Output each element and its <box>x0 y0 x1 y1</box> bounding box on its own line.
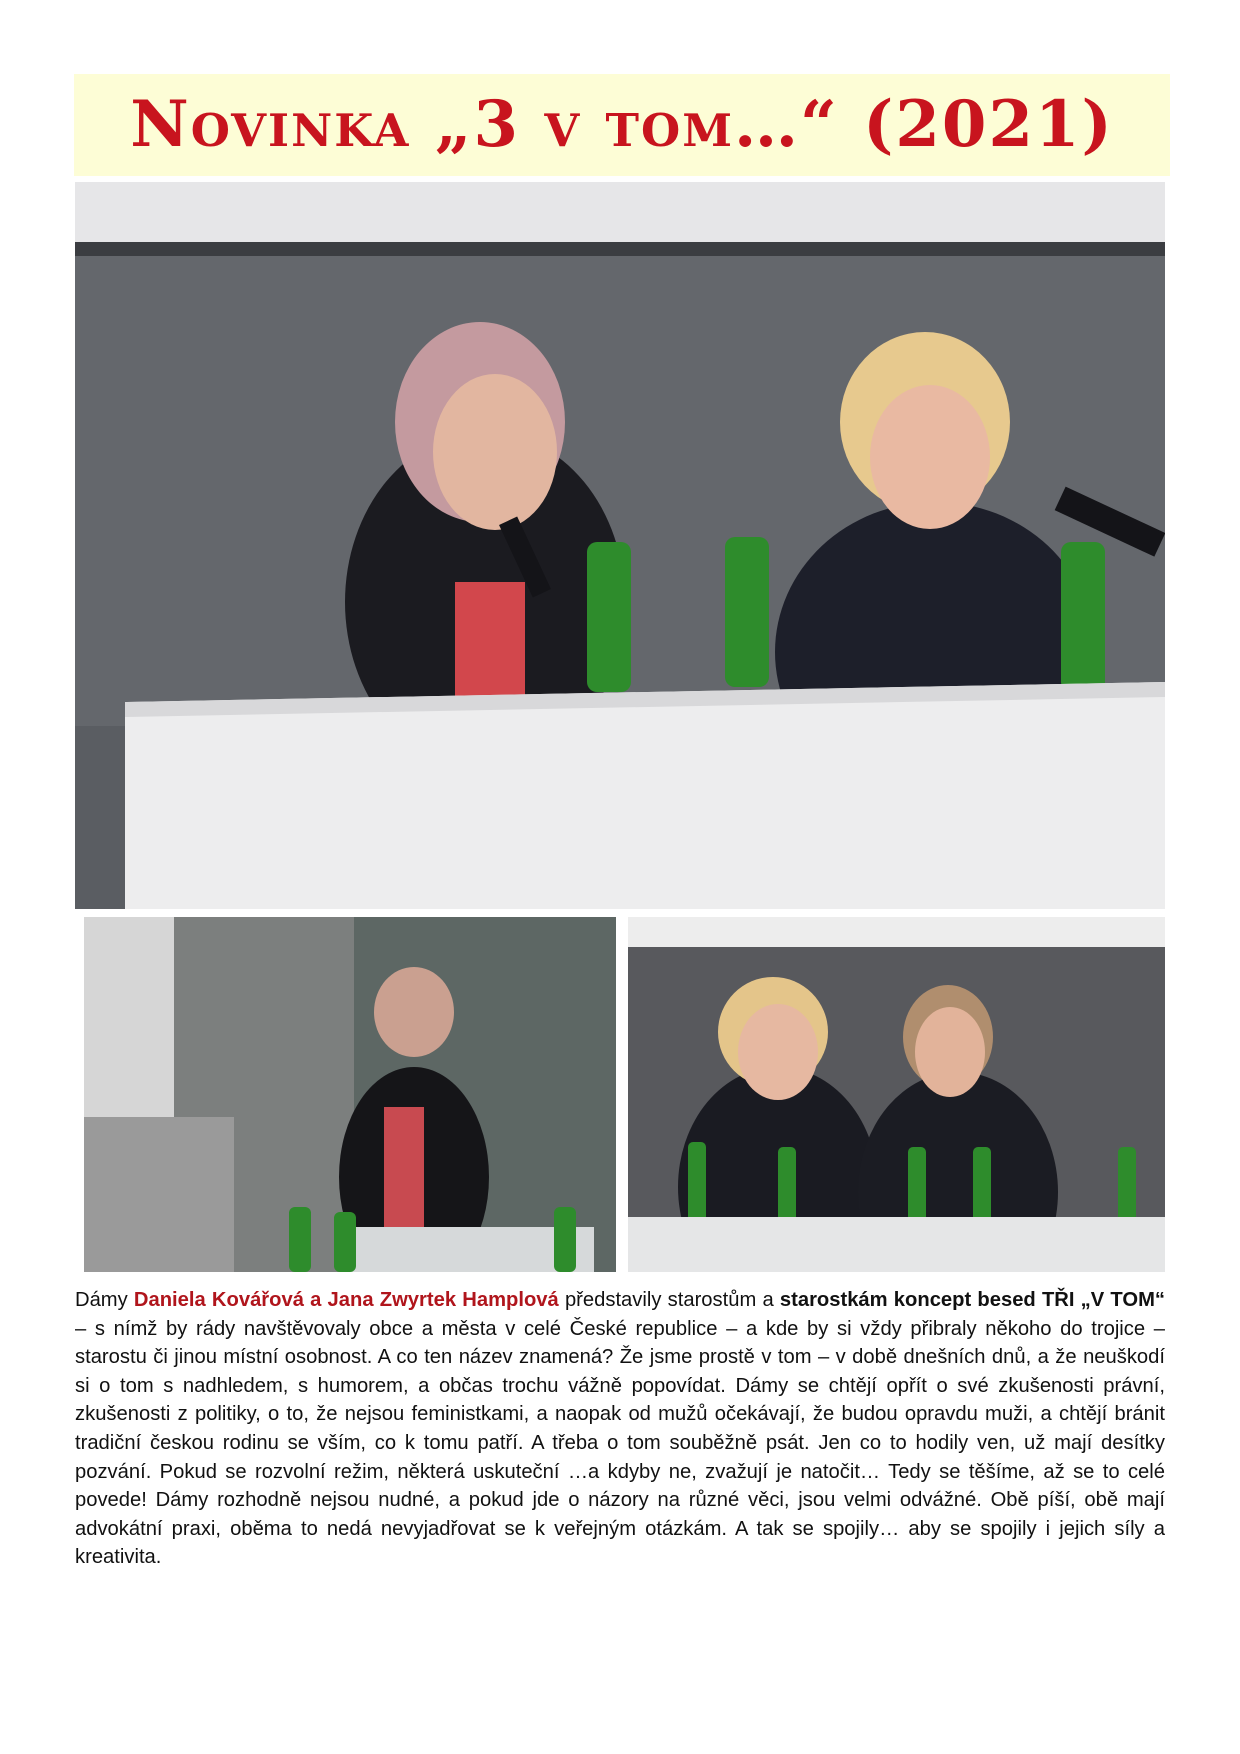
article-mid: představily starostům a <box>558 1289 780 1311</box>
article-text <box>75 1286 1165 1572</box>
photo-speaker-at-podium <box>84 917 616 1272</box>
title-band <box>74 74 1170 176</box>
article-intro: Dámy <box>75 1289 134 1311</box>
page-title: Novinka „3 v tom…“ (2021) <box>130 87 1114 162</box>
photo-two-panelists <box>628 917 1165 1272</box>
article-concept: starostkám koncept besed TŘI „V TOM“ <box>779 1289 1165 1311</box>
article-rest: – s nímž by rády navštěvovaly obce a města v celé České republice – a kde by si vždy přibraly někoho do trojice – starostu či jinou místní osobnost. A co ten název znamená? Že jsme prostě v tom – v době dnešních dnů, a že neuškodí si o tom s nadhledem, s humorem, a občas trochu vážně popovídat. Dámy se chtějí opřít o své zkušenosti právní, zkušenosti z politiky, o to, že nejsou feministkami, a naopak od mužů očekávají, že budou opravdu muži, a chtějí bránit tradiční českou rodinu se vším, co k tomu patří. A třeba o tom souběžně psát. Jen co to hodily ven, už mají desítky pozvání. Pokud se rozvolní režim, některá uskuteční …a kdyby ne, zvažují je natočit… Tedy se těšíme, až se to celé povede! Dámy rozhodně nejsou nudné, a pokud jde o názory na různé věci, jsou velmi odvážné. Obě píší, obě mají advokátní praxi, oběma to nedá nevyjadřovat se k veřejným otázkám. A tak se spojily… aby se spojily i jejich síly a kreativita. <box>75 1317 1165 1569</box>
article-author-names: Daniela Kovářová a Jana Zwyrtek Hamplová <box>133 1289 559 1311</box>
photo-panel-discussion <box>75 182 1165 909</box>
